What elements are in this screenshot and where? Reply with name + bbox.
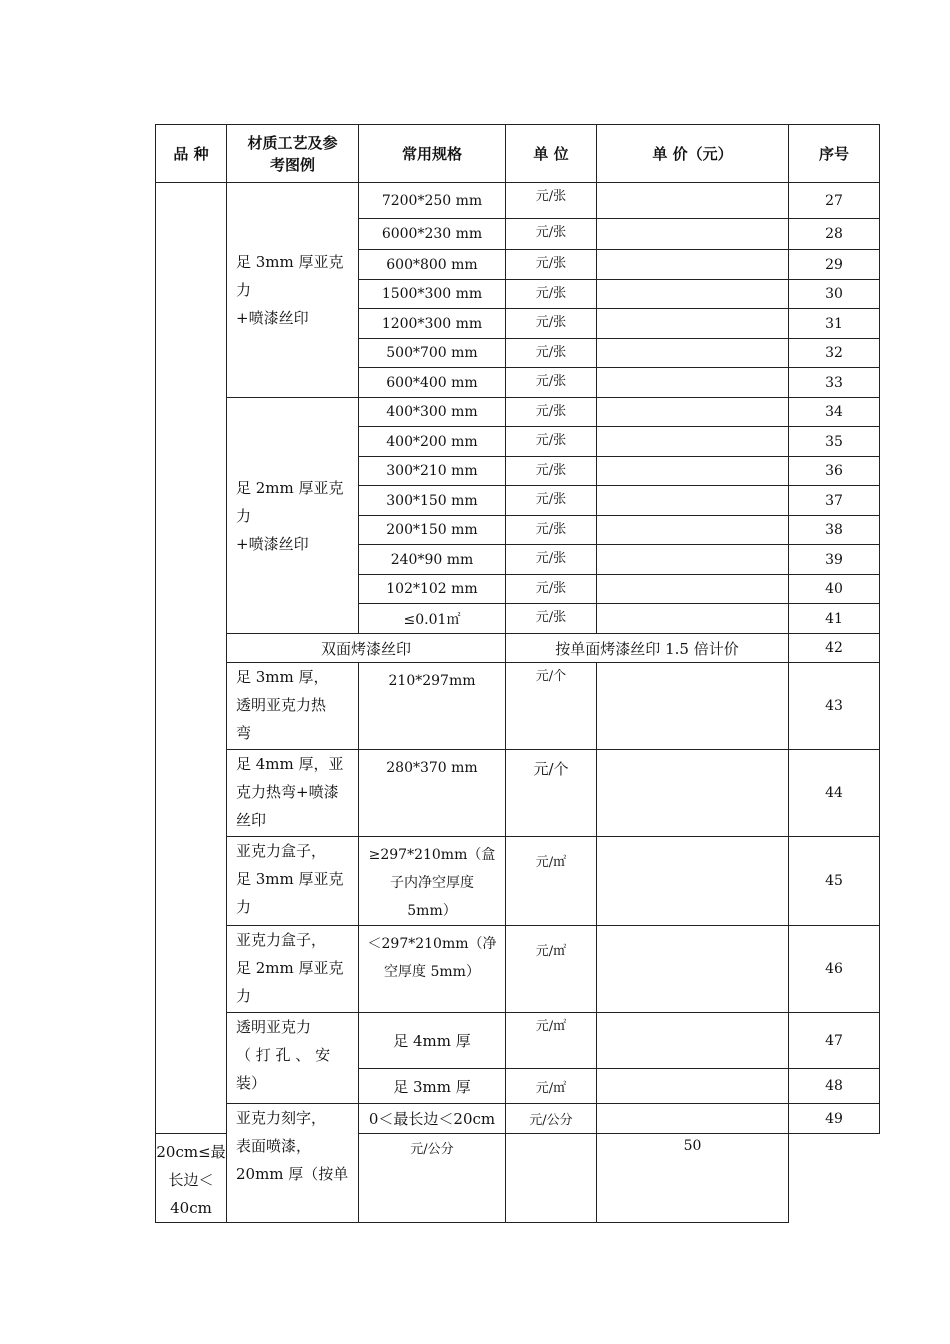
- price-cell: [597, 516, 789, 545]
- seq-cell: 48: [789, 1069, 880, 1104]
- unit-cell: 元/个: [506, 663, 597, 750]
- unit-cell: 元/张: [506, 183, 597, 219]
- price-table: [155, 124, 880, 1223]
- spec-cell: 500*700 mm: [359, 339, 506, 368]
- unit-cell: 元/张: [506, 457, 597, 486]
- spec-cell: 210*297mm: [359, 663, 506, 750]
- seq-cell: 49: [789, 1104, 880, 1134]
- table-row: [156, 1013, 880, 1069]
- seq-cell: 39: [789, 545, 880, 575]
- price-cell: [597, 575, 789, 604]
- table-row: [156, 926, 880, 1013]
- header-row: [156, 125, 880, 183]
- spec-cell: 20cm≤最长边＜ 40cm: [156, 1134, 227, 1223]
- header-price: 单 价（元）: [597, 125, 789, 183]
- price-cell: [597, 398, 789, 427]
- price-cell: [597, 368, 789, 398]
- seq-cell: 46: [789, 926, 880, 1013]
- unit-cell: 元/张: [506, 250, 597, 280]
- seq-cell: 36: [789, 457, 880, 486]
- material-cell: 足 3mm 厚， 透明亚克力热 弯: [227, 663, 359, 750]
- double-side-material: 双面烤漆丝印: [227, 634, 506, 663]
- price-cell: [597, 250, 789, 280]
- unit-cell: 元/个: [506, 750, 597, 837]
- spec-cell: 1500*300 mm: [359, 280, 506, 309]
- spec-cell: 102*102 mm: [359, 575, 506, 604]
- unit-cell: 元/㎡: [506, 926, 597, 1013]
- unit-cell: 元/张: [506, 368, 597, 398]
- variety-cell: [156, 183, 227, 1134]
- seq-cell: 50: [597, 1134, 789, 1223]
- unit-cell: 元/张: [506, 427, 597, 457]
- price-cell: [597, 280, 789, 309]
- group1-material: 足 3mm 厚亚克力 +喷漆丝印: [227, 183, 359, 398]
- price-cell: [506, 1134, 597, 1223]
- material-cell: 足 4mm 厚，亚 克力热弯+喷漆 丝印: [227, 750, 359, 837]
- spec-cell: 1200*300 mm: [359, 309, 506, 339]
- price-cell: [597, 545, 789, 575]
- seq-cell: 47: [789, 1013, 880, 1069]
- spec-cell: ≥297*210mm（盒 子内净空厚度 5mm）: [359, 837, 506, 926]
- unit-cell: 元/张: [506, 486, 597, 516]
- spec-cell: 240*90 mm: [359, 545, 506, 575]
- unit-cell: 元/张: [506, 604, 597, 634]
- price-cell: [597, 457, 789, 486]
- unit-cell: 元/公分: [359, 1134, 506, 1223]
- seq-cell: 37: [789, 486, 880, 516]
- material-cell: 亚克力盒子， 足 2mm 厚亚克 力: [227, 926, 359, 1013]
- header-unit: 单 位: [506, 125, 597, 183]
- unit-cell: 元/张: [506, 575, 597, 604]
- spec-cell: 足 4mm 厚: [359, 1013, 506, 1069]
- spec-cell: 200*150 mm: [359, 516, 506, 545]
- spec-cell: ≤0.01㎡: [359, 604, 506, 634]
- unit-cell: 元/张: [506, 280, 597, 309]
- price-cell: [597, 183, 789, 219]
- seq-cell: 31: [789, 309, 880, 339]
- seq-cell: 38: [789, 516, 880, 545]
- material-cell: 透明亚克力 （ 打 孔 、 安 装）: [227, 1013, 359, 1104]
- spec-cell: 0＜最长边＜20cm: [359, 1104, 506, 1134]
- seq-cell: 34: [789, 398, 880, 427]
- table-row: [156, 750, 880, 837]
- unit-cell: 元/张: [506, 219, 597, 250]
- seq-cell: 27: [789, 183, 880, 219]
- price-cell: [597, 339, 789, 368]
- material-cell: 亚克力盒子， 足 3mm 厚亚克 力: [227, 837, 359, 926]
- seq-cell: 28: [789, 219, 880, 250]
- seq-cell: 42: [789, 634, 880, 663]
- price-cell: [597, 1013, 789, 1069]
- table-row: [156, 837, 880, 926]
- unit-cell: 元/公分: [506, 1104, 597, 1134]
- seq-cell: 41: [789, 604, 880, 634]
- price-cell: [597, 926, 789, 1013]
- seq-cell: 40: [789, 575, 880, 604]
- price-note: 按单面烤漆丝印 1.5 倍计价: [506, 634, 789, 663]
- unit-cell: 元/张: [506, 398, 597, 427]
- seq-cell: 35: [789, 427, 880, 457]
- price-cell: [597, 604, 789, 634]
- seq-cell: 45: [789, 837, 880, 926]
- price-cell: [597, 309, 789, 339]
- price-cell: [597, 486, 789, 516]
- price-cell: [597, 427, 789, 457]
- spec-cell: 400*300 mm: [359, 398, 506, 427]
- spec-cell: 300*150 mm: [359, 486, 506, 516]
- table-row: [156, 1104, 880, 1134]
- spec-cell: 足 3mm 厚: [359, 1069, 506, 1104]
- table-row: [156, 398, 880, 427]
- spec-cell: 400*200 mm: [359, 427, 506, 457]
- seq-cell: 44: [789, 750, 880, 837]
- seq-cell: 32: [789, 339, 880, 368]
- unit-cell: 元/张: [506, 545, 597, 575]
- spec-cell: 280*370 mm: [359, 750, 506, 837]
- price-cell: [597, 837, 789, 926]
- unit-cell: 元/㎡: [506, 1069, 597, 1104]
- seq-cell: 33: [789, 368, 880, 398]
- seq-cell: 29: [789, 250, 880, 280]
- group2-material: 足 2mm 厚亚克力 +喷漆丝印: [227, 398, 359, 634]
- price-cell: [597, 1104, 789, 1134]
- spec-cell: 7200*250 mm: [359, 183, 506, 219]
- header-seq: 序号: [789, 125, 880, 183]
- price-cell: [597, 219, 789, 250]
- header-spec: 常用规格: [359, 125, 506, 183]
- unit-cell: 元/㎡: [506, 1013, 597, 1069]
- price-cell: [597, 663, 789, 750]
- table-row: [156, 663, 880, 750]
- price-cell: [597, 1069, 789, 1104]
- table-row: [156, 634, 880, 663]
- header-material: 材质工艺及参考图例: [227, 125, 359, 183]
- spec-cell: ＜297*210mm（净 空厚度 5mm）: [359, 926, 506, 1013]
- material-cell: 亚克力刻字， 表面喷漆， 20mm 厚（按单: [227, 1104, 359, 1223]
- unit-cell: 元/张: [506, 309, 597, 339]
- seq-cell: 30: [789, 280, 880, 309]
- header-variety: 品 种: [156, 125, 227, 183]
- spec-cell: 6000*230 mm: [359, 219, 506, 250]
- spec-cell: 600*800 mm: [359, 250, 506, 280]
- unit-cell: 元/张: [506, 339, 597, 368]
- price-cell: [597, 750, 789, 837]
- unit-cell: 元/㎡: [506, 837, 597, 926]
- seq-cell: 43: [789, 663, 880, 750]
- spec-cell: 600*400 mm: [359, 368, 506, 398]
- spec-cell: 300*210 mm: [359, 457, 506, 486]
- unit-cell: 元/张: [506, 516, 597, 545]
- table-row: [156, 183, 880, 219]
